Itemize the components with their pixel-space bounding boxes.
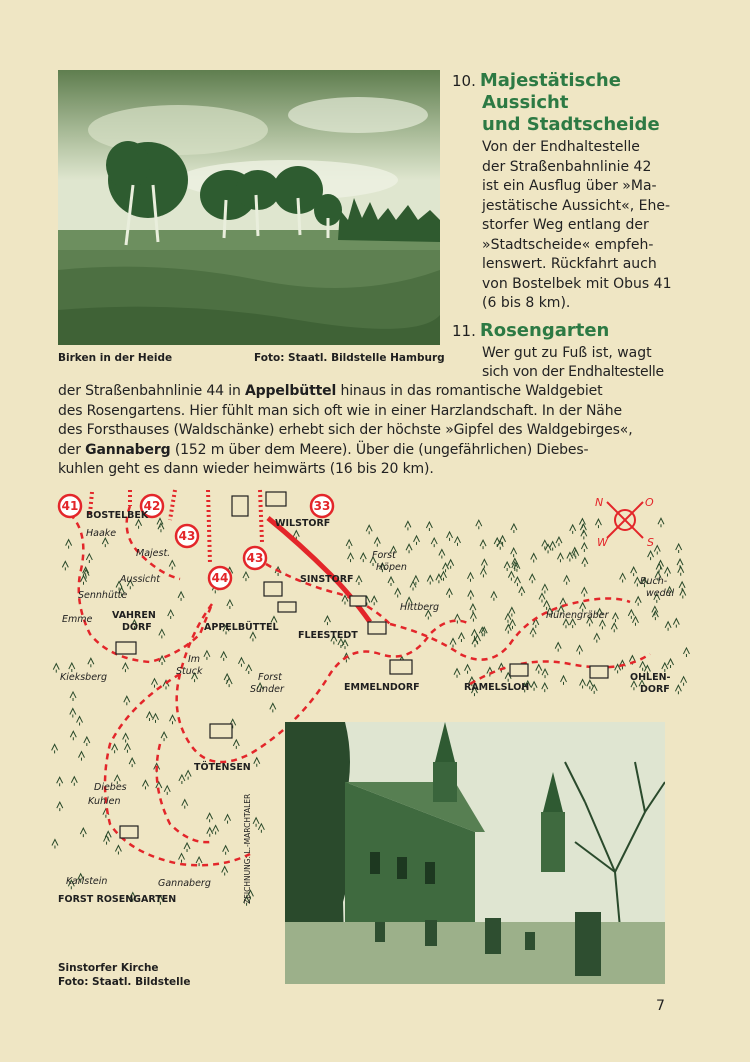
tree-symbol: [427, 576, 433, 585]
label-forst-sunder-2: Sunder: [250, 684, 284, 695]
tree-symbol: [542, 540, 548, 549]
tree-symbol: [158, 523, 164, 532]
tree-symbol: [253, 818, 259, 827]
tree-symbol: [594, 634, 600, 643]
tree-symbol: [53, 664, 59, 673]
label-ramelsloh: RAMELSLOH: [464, 682, 530, 693]
photo2-caption-line-2: Foto: Staatl. Bildstelle: [58, 976, 191, 988]
compass-n: N: [595, 496, 604, 509]
photo1-caption-right: Foto: Staatl. Bildstelle Hamburg: [254, 352, 445, 364]
tree-symbol: [159, 656, 165, 665]
tree-symbol: [159, 629, 165, 638]
tree-symbol: [494, 538, 500, 547]
tree-symbol: [673, 619, 679, 628]
label-wilstorf: WILSTORF: [275, 518, 331, 529]
tree-symbol: [57, 802, 63, 811]
section-10-line: »Stadtscheide« empfeh-: [482, 236, 654, 253]
tree-symbol: [164, 786, 170, 795]
label-vahrendorf: VAHREN: [112, 610, 156, 621]
label-hittberg: Hittberg: [400, 602, 440, 613]
route-number: 43: [178, 529, 196, 543]
label-hunengraber: Hünengräber: [546, 610, 609, 621]
tree-symbol: [676, 544, 682, 553]
tree-symbol: [480, 568, 486, 577]
tree-symbol: [683, 648, 689, 657]
tree-symbol: [662, 663, 668, 672]
text-run: hinaus in das romantische Waldgebiet: [336, 383, 603, 399]
tree-symbol: [142, 780, 148, 789]
tree-symbol: [678, 567, 684, 576]
tree-symbol: [374, 538, 380, 547]
tree-symbol: [238, 658, 244, 667]
tree-symbol: [581, 543, 587, 552]
label-diebes-kuhlen: Kuhlen: [88, 796, 121, 807]
tree-symbol: [122, 663, 128, 672]
tree-symbol: [222, 867, 228, 876]
tree-symbol: [179, 775, 185, 784]
tree-symbol: [184, 843, 190, 852]
label-buchwedel: Buch-: [640, 576, 668, 587]
label-emme: Emme: [62, 614, 93, 625]
tree-symbol: [124, 744, 130, 753]
label-aussicht: Aussicht: [120, 574, 161, 585]
tree-symbol: [631, 567, 637, 576]
label-appelbuttel: APPELBÜTTEL: [204, 622, 279, 633]
tree-symbol: [675, 685, 681, 694]
tree-symbol: [577, 645, 583, 654]
compass-s: S: [647, 536, 654, 549]
tree-symbol: [246, 665, 252, 674]
compass-o: O: [645, 496, 654, 509]
tree-symbol: [656, 563, 662, 572]
tree-symbol: [62, 561, 68, 570]
tree-symbol: [679, 582, 685, 591]
tree-symbol: [611, 623, 617, 632]
section-10-title-line-2: Aussicht: [482, 92, 569, 113]
tree-symbol: [71, 777, 77, 786]
section-10-line: lenswert. Rückfahrt auch: [482, 256, 657, 272]
tree-symbol: [70, 709, 76, 718]
tree-symbol: [491, 592, 497, 601]
section-11-line-4: des Rosengartens. Hier fühlt man sich oft wie in einer Harzlandschaft. In der Nähe: [58, 402, 622, 419]
tree-symbol: [539, 593, 545, 602]
label-emmelndorf: EMMELNDORF: [344, 682, 420, 693]
tree-symbol: [557, 553, 563, 562]
tree-symbol: [170, 715, 176, 724]
label-totensen: TÖTENSEN: [194, 762, 251, 773]
tree-symbol: [668, 659, 674, 668]
tree-symbol: [599, 620, 605, 629]
tree-symbol: [348, 553, 354, 562]
tree-symbol: [226, 678, 232, 687]
tree-symbol: [436, 574, 442, 583]
route-badge-44: [209, 567, 231, 589]
route-number: 42: [143, 499, 161, 513]
tree-symbol: [505, 625, 511, 634]
tree-symbol: [207, 828, 213, 837]
tree-symbol: [161, 732, 167, 741]
tree-symbol: [78, 752, 84, 761]
tree-symbol: [406, 544, 412, 553]
tree-symbol: [178, 592, 184, 601]
tree-symbol: [388, 577, 394, 586]
tree-symbol: [505, 614, 511, 623]
route-badge-33: [311, 495, 333, 517]
tree-symbol: [454, 669, 460, 678]
label-diebes: Diebes: [94, 782, 127, 793]
tree-symbol: [356, 576, 362, 585]
tree-symbol: [225, 815, 231, 824]
tree-symbol: [169, 561, 175, 570]
route-number: 41: [61, 499, 79, 513]
tree-symbol: [620, 573, 626, 582]
tree-symbol: [677, 559, 683, 568]
label-karlstein: Karlstein: [66, 876, 108, 887]
section-11-line-6: [58, 441, 678, 461]
route-badge-41: [59, 495, 81, 517]
label-vahrendorf-2: DORF: [122, 622, 152, 633]
tree-symbol: [640, 662, 646, 671]
tree-symbol: [573, 550, 579, 559]
label-forst-hopen-2: Höpen: [376, 562, 407, 573]
section-11-line-7: kuhlen geht es dann wieder heimwärts (16 bis 20 km).: [58, 461, 434, 477]
section-10-line: von Bostelbek mit Obus 41: [482, 275, 672, 292]
tree-symbol: [556, 537, 562, 546]
tree-symbol: [555, 643, 561, 652]
section-11-paragraph: [58, 382, 678, 480]
tree-symbol: [454, 537, 460, 546]
tree-symbol: [536, 665, 542, 674]
tree-symbol: [69, 663, 75, 672]
label-forst-hopen: Forst: [372, 550, 396, 561]
tree-symbol: [168, 610, 174, 619]
section-11-line-5: des Forsthauses (Waldschänke) erhebt sich der höchste »Gipfel des Waldgebirges«,: [58, 422, 633, 438]
route-number: 43: [246, 551, 264, 565]
section-10-line: jestätische Aussicht«, Ehe-: [482, 197, 671, 214]
tree-symbol: [342, 640, 348, 649]
section-10-line: (6 bis 8 km).: [482, 295, 571, 311]
tree-symbol: [587, 680, 593, 689]
tree-symbol: [86, 554, 92, 563]
section-10-title-line-1: Majestätische: [479, 70, 621, 91]
tree-symbol: [504, 562, 510, 571]
tree-symbol: [431, 538, 437, 547]
tree-symbol: [542, 669, 548, 678]
tree-symbol: [635, 597, 641, 606]
label-zeichnung: ZEICHNUNG: L.-MARCHTALER: [243, 793, 252, 904]
text-run: (152 m über dem Meere). Über die (ungefährlichen) Diebes-: [170, 441, 589, 458]
gannaberg-bold: Gannaberg: [85, 441, 171, 458]
tree-symbol: [465, 665, 471, 674]
tree-symbol: [544, 601, 550, 610]
route-badge-43a: [176, 525, 198, 547]
tree-symbol: [426, 522, 432, 531]
tree-symbol: [531, 682, 537, 691]
label-im-stuck: Im: [188, 654, 201, 665]
section-11-line-2: sich von der Endhaltestelle: [482, 364, 664, 380]
tree-symbol: [223, 846, 229, 855]
tree-symbol: [648, 551, 654, 560]
tree-symbol: [52, 840, 58, 849]
tree-symbol: [476, 520, 482, 529]
label-bostelbek: BOSTELBEK: [86, 510, 149, 521]
tree-symbol: [146, 712, 152, 721]
page-number: 7: [656, 998, 665, 1014]
tree-symbol: [153, 714, 159, 723]
tree-symbol: [632, 617, 638, 626]
tree-symbol: [470, 613, 476, 622]
tree-symbol: [258, 824, 264, 833]
tree-symbol: [570, 525, 576, 534]
tree-symbol: [470, 604, 476, 613]
tree-symbol: [52, 744, 58, 753]
tree-symbol: [115, 846, 121, 855]
tree-symbol: [57, 777, 63, 786]
tree-symbol: [665, 622, 671, 631]
tree-symbol: [88, 658, 94, 667]
section-11-title: Rosengarten: [479, 320, 610, 341]
tree-symbol: [628, 610, 634, 619]
tree-symbol: [511, 524, 517, 533]
tree-symbol: [567, 553, 573, 562]
tree-symbol: [467, 573, 473, 582]
tree-symbol: [454, 614, 460, 623]
tree-symbol: [658, 518, 664, 527]
tree-symbol: [612, 613, 618, 622]
tree-symbol: [233, 740, 239, 749]
tree-symbol: [342, 595, 348, 604]
label-gannaberg: Gannaberg: [158, 878, 211, 889]
tree-symbol: [531, 554, 537, 563]
tree-symbol: [591, 685, 597, 694]
tree-symbol: [481, 559, 487, 568]
tree-symbol: [123, 734, 129, 743]
tree-symbol: [243, 572, 249, 581]
tree-symbol: [77, 717, 83, 726]
tree-symbol: [270, 703, 276, 712]
tree-symbol: [414, 536, 420, 545]
section-10-body: [482, 138, 694, 314]
tree-symbol: [450, 639, 456, 648]
label-haake: Haake: [86, 528, 117, 539]
tree-symbol: [129, 758, 135, 767]
section-10-line: der Straßenbahnlinie 42: [482, 158, 652, 175]
label-sennhutte: Sennhütte: [78, 590, 128, 601]
tree-symbol: [681, 677, 687, 686]
tree-symbol: [366, 525, 372, 534]
tree-symbol: [447, 532, 453, 541]
tree-symbol: [124, 696, 130, 705]
tree-symbol: [480, 540, 486, 549]
tree-symbol: [179, 854, 185, 863]
tree-symbol: [151, 679, 157, 688]
tree-symbol: [680, 589, 686, 598]
label-ohlendorf-2: DORF: [640, 684, 670, 695]
birch-heath-photo: [58, 70, 440, 345]
section-11-heading: [452, 320, 609, 342]
section-11-line-3: [58, 382, 678, 402]
tree-symbol: [511, 548, 517, 557]
text-run: der: [58, 441, 86, 458]
tree-symbol: [66, 540, 72, 549]
label-ohlendorf: OHLEN-: [630, 672, 671, 683]
route-badge-43b: [244, 547, 266, 569]
tree-symbol: [80, 576, 86, 585]
label-sinstorf: SINSTORF: [300, 574, 354, 585]
label-fleestedt: FLEESTEDT: [298, 630, 358, 641]
tree-symbol: [227, 600, 233, 609]
tree-symbol: [446, 589, 452, 598]
tree-symbol: [439, 549, 445, 558]
label-buchwedel-2: wedel: [646, 588, 675, 599]
compass-rose: [595, 496, 654, 549]
tree-symbol: [561, 676, 567, 685]
sinstorf-church-photo: [285, 722, 665, 984]
tree-symbol: [70, 692, 76, 701]
tree-symbol: [84, 737, 90, 746]
tree-symbol: [658, 561, 664, 570]
tree-symbol: [514, 577, 520, 586]
tree-symbol: [564, 576, 570, 585]
tree-symbol: [448, 560, 454, 569]
tree-symbol: [105, 831, 111, 840]
tree-symbol: [324, 616, 330, 625]
label-kieksberg: Kieksberg: [60, 672, 107, 683]
route-number: 44: [211, 571, 229, 585]
tree-symbol: [182, 800, 188, 809]
tree-symbol: [204, 651, 210, 660]
compass-w: W: [597, 536, 608, 549]
label-forst-rosengarten: FORST ROSENGARTEN: [58, 894, 177, 905]
tree-symbol: [519, 587, 525, 596]
appelbuttel-bold: Appelbüttel: [244, 383, 337, 399]
text-run: der Straßenbahnlinie 44 in: [58, 383, 245, 399]
tree-symbol: [185, 771, 191, 780]
section-10-line: storfer Weg entlang der: [482, 217, 649, 233]
label-majest: Majest.: [136, 548, 171, 559]
tree-symbol: [458, 633, 464, 642]
photo1-caption-left: Birken in der Heide: [58, 352, 173, 364]
photo2-caption-line-1: Sinstorfer Kirche: [58, 962, 159, 974]
section-10-line: ist ein Ausflug über »Ma-: [482, 178, 657, 194]
tree-symbol: [70, 731, 76, 740]
label-im-stuck-2: Stuck: [176, 666, 203, 677]
tree-symbol: [112, 744, 118, 753]
tree-symbol: [207, 813, 213, 822]
tree-symbol: [371, 596, 377, 605]
section-10-line: Von der Endhaltestelle: [482, 139, 640, 155]
tree-symbol: [410, 581, 416, 590]
tree-symbol: [468, 591, 474, 600]
tree-symbol: [529, 574, 535, 583]
tree-symbol: [102, 538, 108, 547]
tree-symbol: [405, 521, 411, 530]
tree-symbol: [654, 546, 660, 555]
tree-symbol: [530, 628, 536, 637]
route-number: 33: [313, 499, 331, 513]
tree-symbol: [346, 540, 352, 549]
tree-symbol: [595, 519, 601, 528]
section-10-heading: [452, 70, 621, 92]
tree-symbol: [542, 584, 548, 593]
section-11-number: 11.: [452, 322, 476, 340]
tree-symbol: [542, 683, 548, 692]
tree-symbol: [395, 588, 401, 597]
tree-symbol: [580, 680, 586, 689]
tree-symbol: [510, 620, 516, 629]
tree-symbol: [80, 828, 86, 837]
label-forst-sunder: Forst: [258, 672, 282, 683]
tree-symbol: [508, 572, 514, 581]
tree-symbol: [254, 758, 260, 767]
section-11-line-1: Wer gut zu Fuß ist, wagt: [482, 345, 652, 361]
tree-symbol: [581, 588, 587, 597]
tree-symbol: [360, 553, 366, 562]
tree-symbol: [221, 652, 227, 661]
tree-symbol: [250, 632, 256, 641]
tree-symbol: [136, 520, 142, 529]
section-10-title-line-3: und Stadtscheide: [482, 114, 660, 135]
tree-symbol: [509, 607, 515, 616]
section-10-number: 10.: [452, 72, 476, 90]
tree-symbol: [582, 558, 588, 567]
tree-symbol: [213, 825, 219, 834]
